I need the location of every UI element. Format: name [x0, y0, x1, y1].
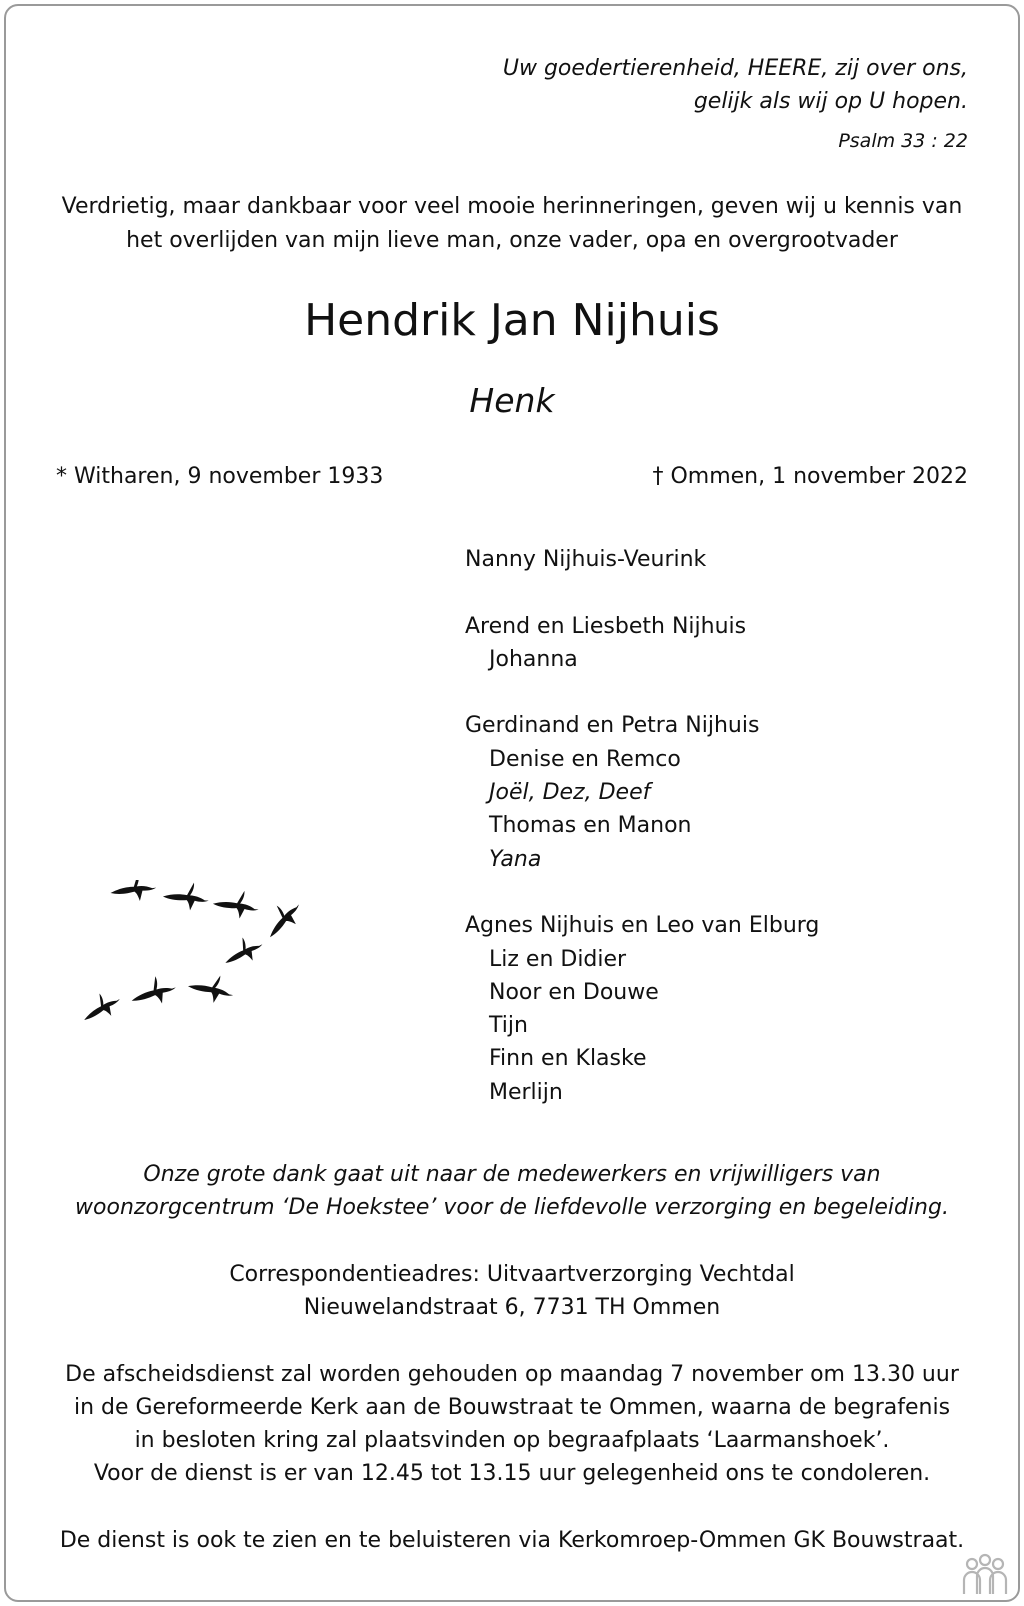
family-group-1-child: Johanna [489, 646, 578, 672]
death-info: † Ommen, 1 november 2022 [652, 464, 968, 489]
correspondence-line-1: Correspondentieadres: Uitvaartverzorging Vechtdal [229, 1262, 795, 1287]
family-group-2-parents: Gerdinand en Petra Nijhuis [465, 713, 760, 739]
service-line-2: in de Gereformeerde Kerk aan de Bouwstraat te Ommen, waarna de begrafenis [73, 1395, 951, 1420]
family-group-3-child: Liz en Didier [489, 946, 627, 972]
family-group-3-child: Merlijn [489, 1079, 563, 1105]
psalm-verse [503, 52, 968, 118]
family-group-2-child: Denise en Remco [489, 746, 681, 772]
verse-line-1: Uw goedertierenheid, HEERE, zij over ons, [502, 56, 968, 81]
verse-line-2: gelijk als wij op U hopen. [693, 89, 968, 114]
intro-line-2: het overlijden van mijn lieve man, onze vader, opa en overgrootvader [126, 228, 898, 253]
spouse: Nanny Nijhuis-Veurink [465, 547, 707, 572]
thanks-line-1: Onze grote dank gaat uit naar de medewerkers en vrijwilligers van [143, 1162, 881, 1187]
family-group-2-grandchildren: Yana [489, 846, 542, 872]
family-list [465, 543, 819, 1109]
stream-info: De dienst is ook te zien en te beluisteren via Kerkomroep-Ommen GK Bouwstraat. [59, 1528, 965, 1553]
service-line-4: Voor de dienst is er van 12.45 tot 13.15 uur gelegenheid ons te condoleren. [93, 1461, 931, 1486]
family-group-2-child: Thomas en Manon [489, 813, 692, 839]
correspondence-line-2: Nieuwelandstraat 6, 7731 TH Ommen [303, 1295, 721, 1320]
service-line-3: in besloten kring zal plaatsvinden op begraafplaats ‘Laarmanshoek’. [134, 1428, 890, 1453]
family-group-3-child: Noor en Douwe [489, 979, 659, 1005]
family-group-3-child: Tijn [489, 1013, 528, 1039]
verse-reference: Psalm 33 : 22 [838, 130, 968, 152]
service-details [30, 1358, 994, 1490]
thanks-text [40, 1158, 984, 1224]
deceased-name: Hendrik Jan Nijhuis [304, 295, 720, 346]
correspondence-address [40, 1258, 984, 1324]
flying-birds-icon [70, 880, 330, 1040]
birth-info: * Witharen, 9 november 1933 [56, 464, 384, 489]
thanks-line-2: woonzorgcentrum ‘De Hoekstee’ voor de liefdevolle verzorging en begeleiding. [75, 1195, 949, 1220]
family-group-1-parents: Arend en Liesbeth Nijhuis [465, 613, 747, 639]
intro-line-1: Verdrietig, maar dankbaar voor veel mooie herinneringen, geven wij u kennis van [61, 194, 963, 219]
service-line-1: De afscheidsdienst zal worden gehouden op maandag 7 november om 13.30 uur [65, 1362, 959, 1387]
family-group-2-grandchildren: Joël, Dez, Deef [489, 780, 651, 806]
family-group-3-child: Finn en Klaske [489, 1046, 647, 1072]
intro-text [40, 190, 984, 258]
deceased-nickname: Henk [469, 381, 555, 420]
family-group-3-parents: Agnes Nijhuis en Leo van Elburg [465, 913, 820, 939]
people-group-icon [958, 1552, 1012, 1596]
